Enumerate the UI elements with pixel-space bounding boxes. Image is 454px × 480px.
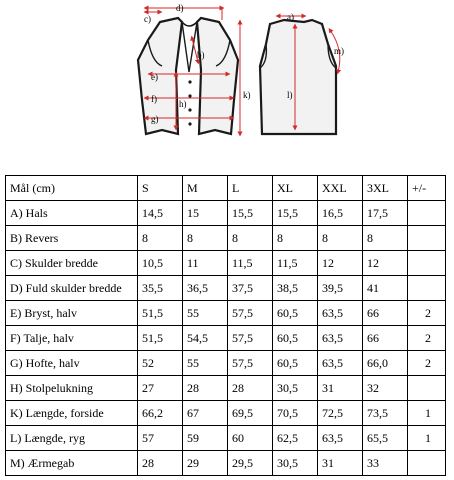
size-value-cell: 72,5 [318, 401, 363, 426]
size-value-cell: 63,5 [318, 326, 363, 351]
front-vest-outline [138, 18, 182, 134]
size-value-cell: 28 [138, 451, 183, 476]
table-row [6, 401, 446, 426]
size-value-cell: 60,5 [273, 326, 318, 351]
label-c: c) [144, 14, 151, 24]
label-d: d) [176, 3, 184, 13]
tolerance-cell [408, 276, 446, 301]
table-row [6, 326, 446, 351]
header-cell: 3XL [363, 176, 408, 201]
measurement-label-cell: B) Revers [6, 226, 138, 251]
size-value-cell: 30,5 [273, 376, 318, 401]
size-value-cell: 11 [183, 251, 228, 276]
measurement-label-cell: C) Skulder bredde [6, 251, 138, 276]
label-k: k) [243, 90, 251, 100]
size-value-cell: 60,5 [273, 301, 318, 326]
size-value-cell: 73,5 [363, 401, 408, 426]
size-value-cell: 69,5 [228, 401, 273, 426]
tolerance-cell: 1 [408, 426, 446, 451]
header-cell: XL [273, 176, 318, 201]
size-value-cell: 62,5 [273, 426, 318, 451]
size-value-cell: 57,5 [228, 326, 273, 351]
size-value-cell: 11,5 [273, 251, 318, 276]
size-value-cell: 66,0 [363, 351, 408, 376]
label-l: l) [287, 90, 293, 100]
tolerance-cell [408, 451, 446, 476]
measurement-label-cell: M) Ærmegab [6, 451, 138, 476]
size-value-cell: 55 [183, 301, 228, 326]
table-row [6, 201, 446, 226]
size-value-cell: 16,5 [318, 201, 363, 226]
front-vest-outline-right [197, 18, 238, 134]
size-value-cell: 31 [318, 451, 363, 476]
size-value-cell: 51,5 [138, 326, 183, 351]
measurement-label-cell: K) Længde, forside [6, 401, 138, 426]
tolerance-cell: 2 [408, 301, 446, 326]
front-vest-illustration [138, 3, 251, 134]
size-value-cell: 70,5 [273, 401, 318, 426]
table-row [6, 451, 446, 476]
size-value-cell: 63,5 [318, 351, 363, 376]
size-value-cell: 66 [363, 326, 408, 351]
back-vest-illustration [260, 12, 344, 134]
back-vest-outline [260, 20, 336, 134]
size-value-cell: 28 [228, 376, 273, 401]
size-value-cell: 35,5 [138, 276, 183, 301]
size-value-cell: 51,5 [138, 301, 183, 326]
label-e: e) [151, 72, 158, 82]
table-row [6, 251, 446, 276]
size-value-cell: 57 [138, 426, 183, 451]
front-vest-neck [182, 22, 197, 26]
label-g: g) [151, 114, 159, 124]
measurement-label-cell: H) Stolpelukning [6, 376, 138, 401]
header-cell: M [183, 176, 228, 201]
size-value-cell: 15,5 [228, 201, 273, 226]
size-value-cell: 8 [363, 226, 408, 251]
header-cell: +/- [408, 176, 446, 201]
measurement-label-cell: A) Hals [6, 201, 138, 226]
size-value-cell: 54,5 [183, 326, 228, 351]
size-value-cell: 12 [363, 251, 408, 276]
size-value-cell: 57,5 [228, 301, 273, 326]
size-value-cell: 10,5 [138, 251, 183, 276]
measurement-label-cell: E) Bryst, halv [6, 301, 138, 326]
header-cell: XXL [318, 176, 363, 201]
size-value-cell: 52 [138, 351, 183, 376]
size-value-cell: 57,5 [228, 351, 273, 376]
table-row [6, 376, 446, 401]
size-value-cell: 63,5 [318, 426, 363, 451]
vest-measurement-diagram [0, 0, 454, 170]
size-value-cell: 33 [363, 451, 408, 476]
table-row [6, 351, 446, 376]
table-row [6, 276, 446, 301]
header-cell: S [138, 176, 183, 201]
label-b: b) [197, 50, 205, 60]
label-m: m) [334, 46, 344, 56]
tolerance-cell [408, 201, 446, 226]
label-f: f) [151, 94, 157, 104]
table-header-row [6, 176, 446, 201]
size-value-cell: 11,5 [228, 251, 273, 276]
size-value-cell: 36,5 [183, 276, 228, 301]
size-value-cell: 14,5 [138, 201, 183, 226]
size-value-cell: 8 [228, 226, 273, 251]
size-value-cell: 59 [183, 426, 228, 451]
size-value-cell: 55 [183, 351, 228, 376]
label-a: a) [287, 12, 294, 22]
table-row [6, 226, 446, 251]
label-h: h) [179, 99, 187, 109]
size-value-cell: 65,5 [363, 426, 408, 451]
measurement-label-cell: G) Hofte, halv [6, 351, 138, 376]
measurement-label-cell: F) Talje, halv [6, 326, 138, 351]
size-value-cell: 17,5 [363, 201, 408, 226]
size-value-cell: 12 [318, 251, 363, 276]
size-value-cell: 28 [183, 376, 228, 401]
size-value-cell: 37,5 [228, 276, 273, 301]
table-row [6, 301, 446, 326]
size-value-cell: 41 [363, 276, 408, 301]
header-cell: Mål (cm) [6, 176, 138, 201]
size-value-cell: 8 [273, 226, 318, 251]
tolerance-cell: 2 [408, 351, 446, 376]
size-value-cell: 32 [363, 376, 408, 401]
size-value-cell: 31 [318, 376, 363, 401]
size-value-cell: 27 [138, 376, 183, 401]
table-row [6, 426, 446, 451]
size-value-cell: 8 [318, 226, 363, 251]
size-value-cell: 29 [183, 451, 228, 476]
measurement-label-cell: L) Længde, ryg [6, 426, 138, 451]
tolerance-cell: 2 [408, 326, 446, 351]
front-vest-buttons [188, 80, 191, 125]
tolerance-cell: 1 [408, 401, 446, 426]
tolerance-cell [408, 226, 446, 251]
size-value-cell: 60 [228, 426, 273, 451]
size-value-cell: 66,2 [138, 401, 183, 426]
tolerance-cell [408, 251, 446, 276]
size-value-cell: 29,5 [228, 451, 273, 476]
header-cell: L [228, 176, 273, 201]
size-value-cell: 60,5 [273, 351, 318, 376]
size-value-cell: 63,5 [318, 301, 363, 326]
size-value-cell: 30,5 [273, 451, 318, 476]
tolerance-cell [408, 376, 446, 401]
size-value-cell: 38,5 [273, 276, 318, 301]
size-value-cell: 15,5 [273, 201, 318, 226]
measurement-label-cell: D) Fuld skulder bredde [6, 276, 138, 301]
size-value-cell: 8 [138, 226, 183, 251]
size-value-cell: 8 [183, 226, 228, 251]
size-chart-table [5, 175, 446, 476]
size-value-cell: 67 [183, 401, 228, 426]
size-value-cell: 15 [183, 201, 228, 226]
size-value-cell: 39,5 [318, 276, 363, 301]
size-value-cell: 66 [363, 301, 408, 326]
